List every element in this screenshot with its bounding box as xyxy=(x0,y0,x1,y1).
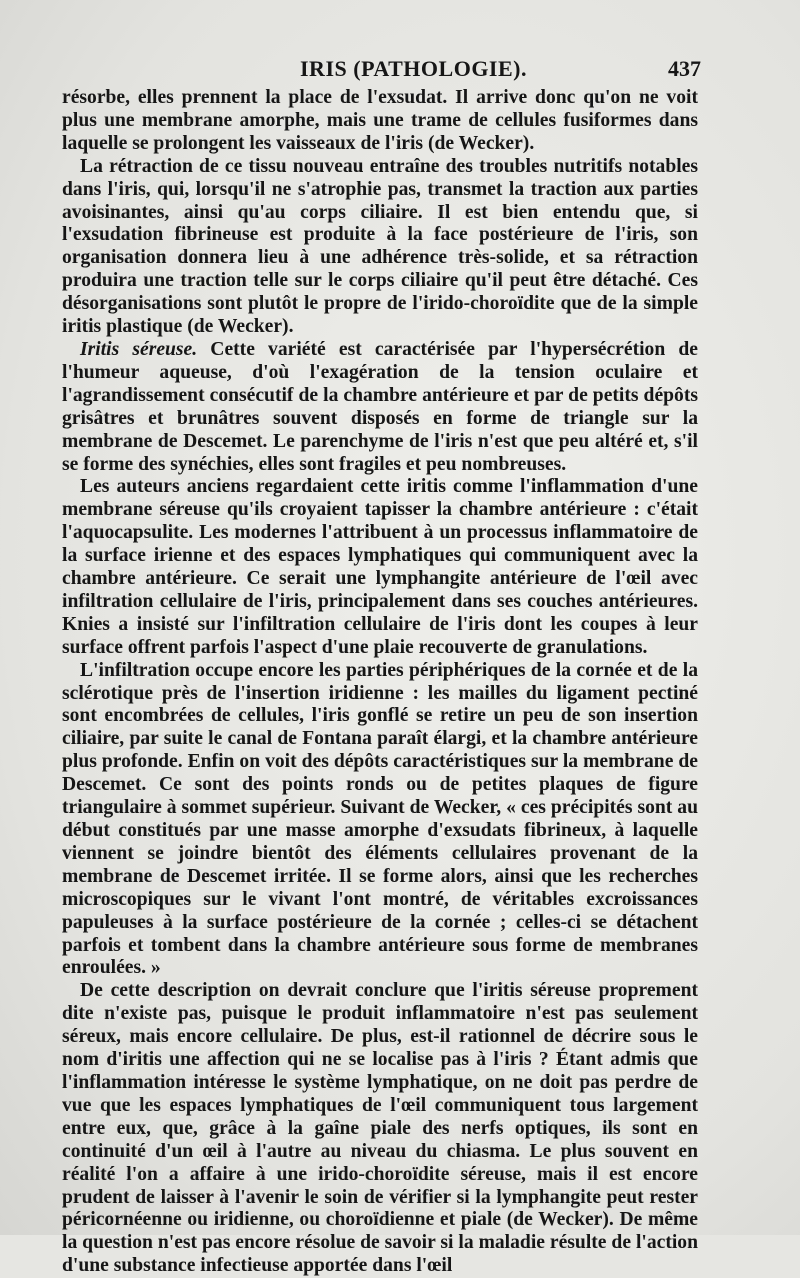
paragraph-1 xyxy=(62,87,698,156)
paragraph-1-text: résorbe, elles prennent la place de l'exsudat. Il arrive donc qu'on ne voit plus une membrane amorphe, mais une trame de cellules fusiformes dans laquelle se prolongent les vaisseaux de l'iris (de Wecker). xyxy=(62,87,698,154)
body-text xyxy=(62,87,698,1278)
paragraph-6-text: De cette description on devrait conclure que l'iritis séreuse proprement dite n'existe pas, puisque le produit inflammatoire n'est pas seulement séreux, mais encore cellulaire. De plus, est-il rationnel de décrire sous le nom d'iritis une affection qui ne se localise pas à l'iris ? Étant admis que l'inflammation intéresse le système lymphatique, on ne doit pas perdre de vue que les espaces lymphatiques de l'œil communiquent tous largement entre eux, que, grâce à la gaîne piale des nerfs optiques, ils sont en continuité d'un œil à l'autre au niveau du chiasma. Le plus souvent en réalité l'on a affaire à une irido-choroïdite séreuse, mais il est encore prudent de laisser à l'avenir le soin de vérifier si la lymphangite peut rester péricornéenne ou iridienne, ou choroïdienne et piale (de Wecker). De même la question n'est pas encore résolue de savoir si la maladie résulte de l'action d'une substance infectieuse apportée dans l'œil xyxy=(62,980,698,1277)
page-number: 437 xyxy=(668,56,701,81)
paragraph-2-text: La rétraction de ce tissu nouveau entraîne des troubles nutritifs notables dans l'iris, qui, lorsqu'il ne s'atrophie pas, transmet la traction aux parties avoisinantes, ainsi qu'au corps ciliaire. Il est bien entendu que, si l'exsudation fibrineuse est produite à la face postérieure de l'iris, son organisation donnera lieu à une adhérence très-solide, et sa rétraction produira une traction telle sur le corps ciliaire qu'il peut être détaché. Ces désorganisations sont plutôt le propre de l'irido-choroïdite que de la simple iritis plastique (de Wecker). xyxy=(62,155,698,338)
header-title: IRIS (PATHOLOGIE). xyxy=(300,56,527,81)
paragraph-4 xyxy=(62,476,698,659)
paragraph-6 xyxy=(62,980,698,1278)
paragraph-3-text: Cette variété est caractérisée par l'hypersécrétion de l'humeur aqueuse, d'où l'exagération de la tension oculaire et l'agrandissement consécutif de la chambre antérieure et par de petits dépôts grisâtres et brunâtres souvent disposés en forme de triangle sur la membrane de Descemet. Le parenchyme de l'iris n'est que peu altéré et, s'il se forme des synéchies, elles sont fragiles et peu nombreuses. xyxy=(62,338,698,475)
running-header xyxy=(0,56,800,86)
paragraph-2 xyxy=(62,156,698,339)
paragraph-4-text: Les auteurs anciens regardaient cette iritis comme l'inflammation d'une membrane séreuse qu'ils croyaient tapisser la chambre antérieure : c'était l'aquocapsulite. Les modernes l'attribuent à un processus inflammatoire de la surface irienne et des espaces lymphatiques qui communiquent avec la chambre antérieure. Ce serait une lymphangite antérieure de l'œil avec infiltration cellulaire de l'iris, principalement dans ses couches antérieures. Knies a insisté sur l'infiltration cellulaire de l'iris dont les coupes à leur surface offrent parfois l'aspect d'une plaie recouverte de granulations. xyxy=(62,476,698,658)
section-heading-iritis-sereuse: Iritis séreuse. xyxy=(80,338,198,360)
paragraph-5 xyxy=(62,660,698,981)
paragraph-5-text: L'infiltration occupe encore les parties périphériques de la cornée et de la sclérotique près de l'insertion iridienne : les mailles du ligament pectiné sont encombrées de cellules, l'iris gonflé se retire un peu de son insertion ciliaire, par suite le canal de Fontana paraît élargi, et la chambre antérieure plus profonde. Enfin on voit des dépôts caractéristiques sur la membrane de Descemet. Ce sont des points ronds ou de petites plaques de figure triangulaire à sommet supérieur. Suivant de Wecker, « ces précipités sont au début constitués par une masse amorphe d'exsudats fibrineux, à laquelle viennent se joindre bientôt des éléments cellulaires provenant de la membrane de Descemet irritée. Il se forme alors, ainsi que les recherches microscopiques sur le vivant l'ont montré, de véritables excroissances papuleuses à la surface postérieure de la cornée ; celles-ci se détachent parfois et tombent dans la chambre antérieure sous forme de membranes enroulées. » xyxy=(62,659,698,979)
paragraph-3 xyxy=(62,339,698,476)
